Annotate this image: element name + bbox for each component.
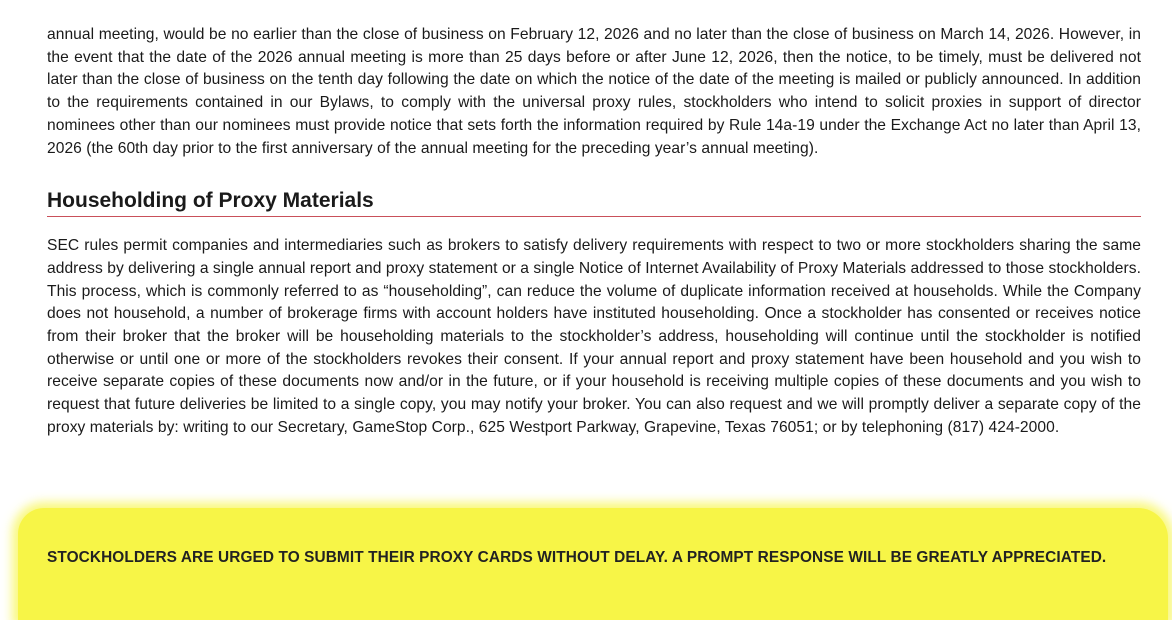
highlighted-notice: STOCKHOLDERS ARE URGED TO SUBMIT THEIR PROXY CARDS WITHOUT DELAY. A PROMPT RESPONSE WILL BE GREATLY APPRECIATED.: [47, 549, 1107, 566]
section-heading-householding: Householding of Proxy Materials: [47, 187, 1141, 217]
document-page: [47, 24, 1141, 440]
paragraph-householding: SEC rules permit companies and intermediaries such as brokers to satisfy delivery requirements with respect to two or more stockholders sharing the same address by delivering a single annual report and proxy statement or a single Notice of Internet Availability of Proxy Materials addressed to those stockholders. This process, which is commonly referred to as “householding”, can reduce the volume of duplicate information received at households. While the Company does not household, a number of brokerage firms with account holders have instituted householding. Once a stockholder has consented or receives notice from their broker that the broker will be householding materials to the stockholder’s address, householding will continue until the stockholder is notified otherwise or until one or more of the stockholders revokes their consent. If your annual report and proxy statement have been household and you wish to receive separate copies of these documents now and/or in the future, or if your household is receiving multiple copies of these documents and you wish to request that future deliveries be limited to a single copy, you may notify your broker. You can also request and we will promptly deliver a separate copy of the proxy materials by: writing to our Secretary, GameStop Corp., 625 Westport Parkway, Grapevine, Texas 76051; or by telephoning (817) 424-2000.: [47, 237, 1141, 436]
paragraph-annual-meeting: annual meeting, would be no earlier than the close of business on February 12, 2026 and no later than the close of business on March 14, 2026. However, in the event that the date of the 2026 annual meeting is more than 25 days before or after June 12, 2026, then the notice, to be timely, must be delivered not later than the close of business on the tenth day following the date on which the notice of the date of the meeting is mailed or publicly announced. In addition to the requirements contained in our Bylaws, to comply with the universal proxy rules, stockholders who intend to solicit proxies in support of director nominees other than our nominees must provide notice that sets forth the information required by Rule 14a-19 under the Exchange Act no later than April 13, 2026 (the 60th day prior to the first anniversary of the annual meeting for the preceding year’s annual meeting).: [47, 26, 1141, 157]
